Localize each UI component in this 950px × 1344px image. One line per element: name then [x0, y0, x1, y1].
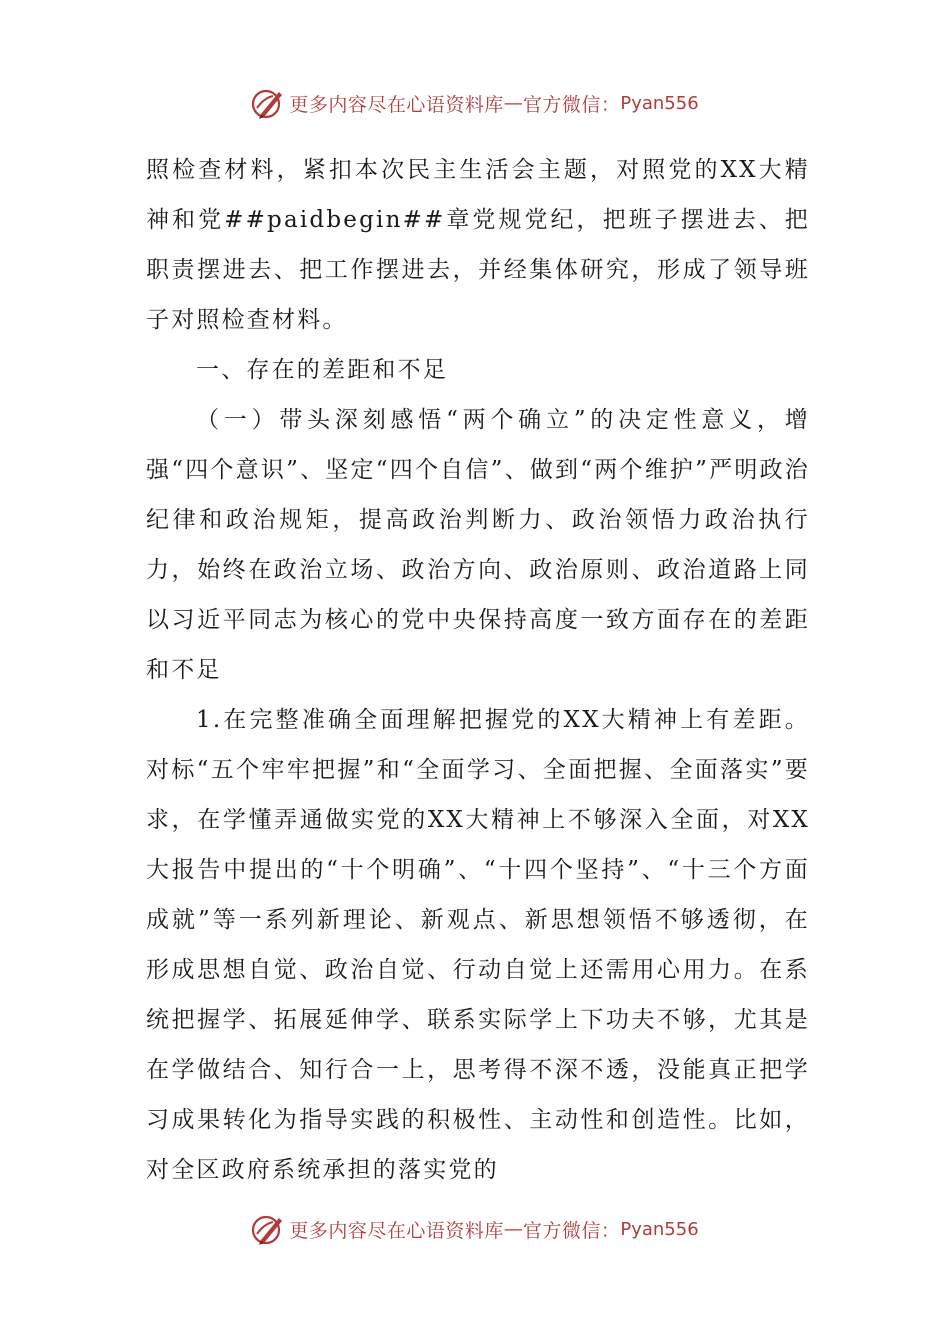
watermark-separator: — — [503, 1218, 523, 1240]
paragraph-continuation: 照检查材料，紧扣本次民主生活会主题，对照党的XX大精神和党##paidbegin##章党规党纪，把班子摆进去、把职责摆进去、把工作摆进去，并经集体研究，形成了领导班子对照检查材料。 — [146, 157, 810, 333]
watermark-header — [0, 83, 950, 123]
watermark-wechat-id: Pyan556 — [620, 92, 699, 114]
watermark-wechat-label: 官方微信： — [522, 1219, 621, 1242]
document-body — [146, 145, 810, 1195]
pen-logo-icon — [251, 86, 285, 120]
watermark-brand: 更多内容尽在心语资料库 — [289, 93, 504, 116]
subsection-heading: （一）带头深刻感悟“两个确立”的决定性意义，增强“四个意识”、坚定“四个自信”、做到“两个维护”严明政治纪律和政治规矩，提高政治判断力、政治领悟力政治执行力，始终在政治立场、政治方向、政治原则、政治道路上同以习近平同志为核心的党中央保持高度一致方面存在的差距和不足 — [146, 407, 810, 683]
section-heading: 一、存在的差距和不足 — [196, 357, 448, 383]
watermark-wechat-label: 官方微信： — [522, 93, 621, 116]
watermark-separator: — — [503, 92, 523, 114]
watermark-footer — [0, 1209, 950, 1249]
paragraph-item-1: 1.在完整准确全面理解把握党的XX大精神上有差距。对标“五个牢牢把握”和“全面学习、全面把握、全面落实”要求，在学懂弄通做实党的XX大精神上不够深入全面，对XX大报告中提出的“十个明确”、“十四个坚持”、“十三个方面成就”等一系列新理论、新观点、新思想领悟不够透彻，在形成思想自觉、政治自觉、行动自觉上还需用心用力。在系统把握学、拓展延伸学、联系实际学上下功夫不够，尤其是在学做结合、知行合一上，思考得不深不透，没能真正把学习成果转化为指导实践的积极性、主动性和创造性。比如，对全区政府系统承担的落实党的 — [146, 707, 810, 1183]
pen-logo-icon — [251, 1212, 285, 1246]
watermark-brand: 更多内容尽在心语资料库 — [289, 1219, 504, 1242]
watermark-wechat-id: Pyan556 — [620, 1218, 699, 1240]
